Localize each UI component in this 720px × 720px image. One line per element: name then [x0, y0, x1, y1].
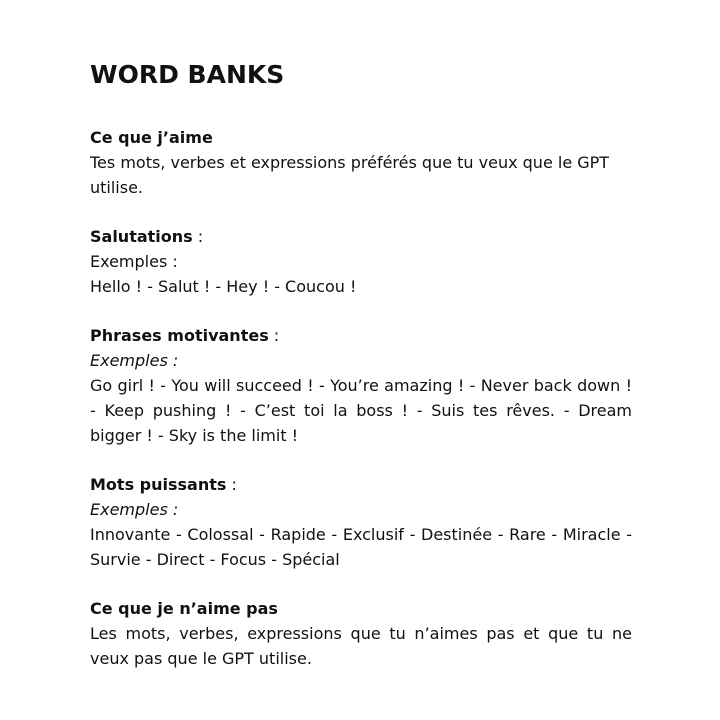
power-words-heading-line [90, 472, 632, 497]
document-page [90, 55, 632, 695]
section-power-words [90, 472, 632, 572]
motivational-heading: Phrases motivantes [90, 326, 269, 345]
likes-heading: Ce que j’aime [90, 128, 213, 147]
motivational-heading-line [90, 323, 632, 348]
greetings-heading-line [90, 224, 632, 249]
motivational-colon: : [268, 326, 280, 345]
section-greetings [90, 224, 632, 299]
greetings-examples-label: Exemples : [90, 252, 178, 271]
page-title: WORD BANKS [90, 60, 285, 89]
section-motivational [90, 323, 632, 448]
power-words-colon: : [226, 475, 237, 494]
power-words-heading: Mots puissants [90, 475, 227, 494]
dislikes-body: Les mots, verbes, expressions que tu n’aimes pas et que tu ne veux pas que le GPT utilise. [90, 624, 632, 668]
section-dislikes [90, 596, 632, 671]
motivational-examples: Go girl ! - You will succeed ! - You’re amazing ! - Never back down ! - Keep pushing ! - C’est toi la boss ! - Suis tes rêves. - Dream bigger ! - Sky is the limit ! [90, 376, 632, 445]
dislikes-heading: Ce que je n’aime pas [90, 599, 278, 618]
greetings-examples: Hello ! - Salut ! - Hey ! - Coucou ! [90, 277, 357, 296]
power-words-examples-label: Exemples : [90, 500, 179, 519]
likes-body: Tes mots, verbes et expressions préférés que tu veux que le GPT utilise. [90, 153, 610, 197]
motivational-examples-label: Exemples : [90, 351, 179, 370]
section-likes [90, 125, 632, 200]
greetings-heading: Salutations [90, 227, 193, 246]
power-words-examples: Innovante - Colossal - Rapide - Exclusif - Destinée - Rare - Miracle - Survie - Direct - Focus - Spécial [90, 525, 632, 569]
greetings-colon: : [192, 227, 204, 246]
